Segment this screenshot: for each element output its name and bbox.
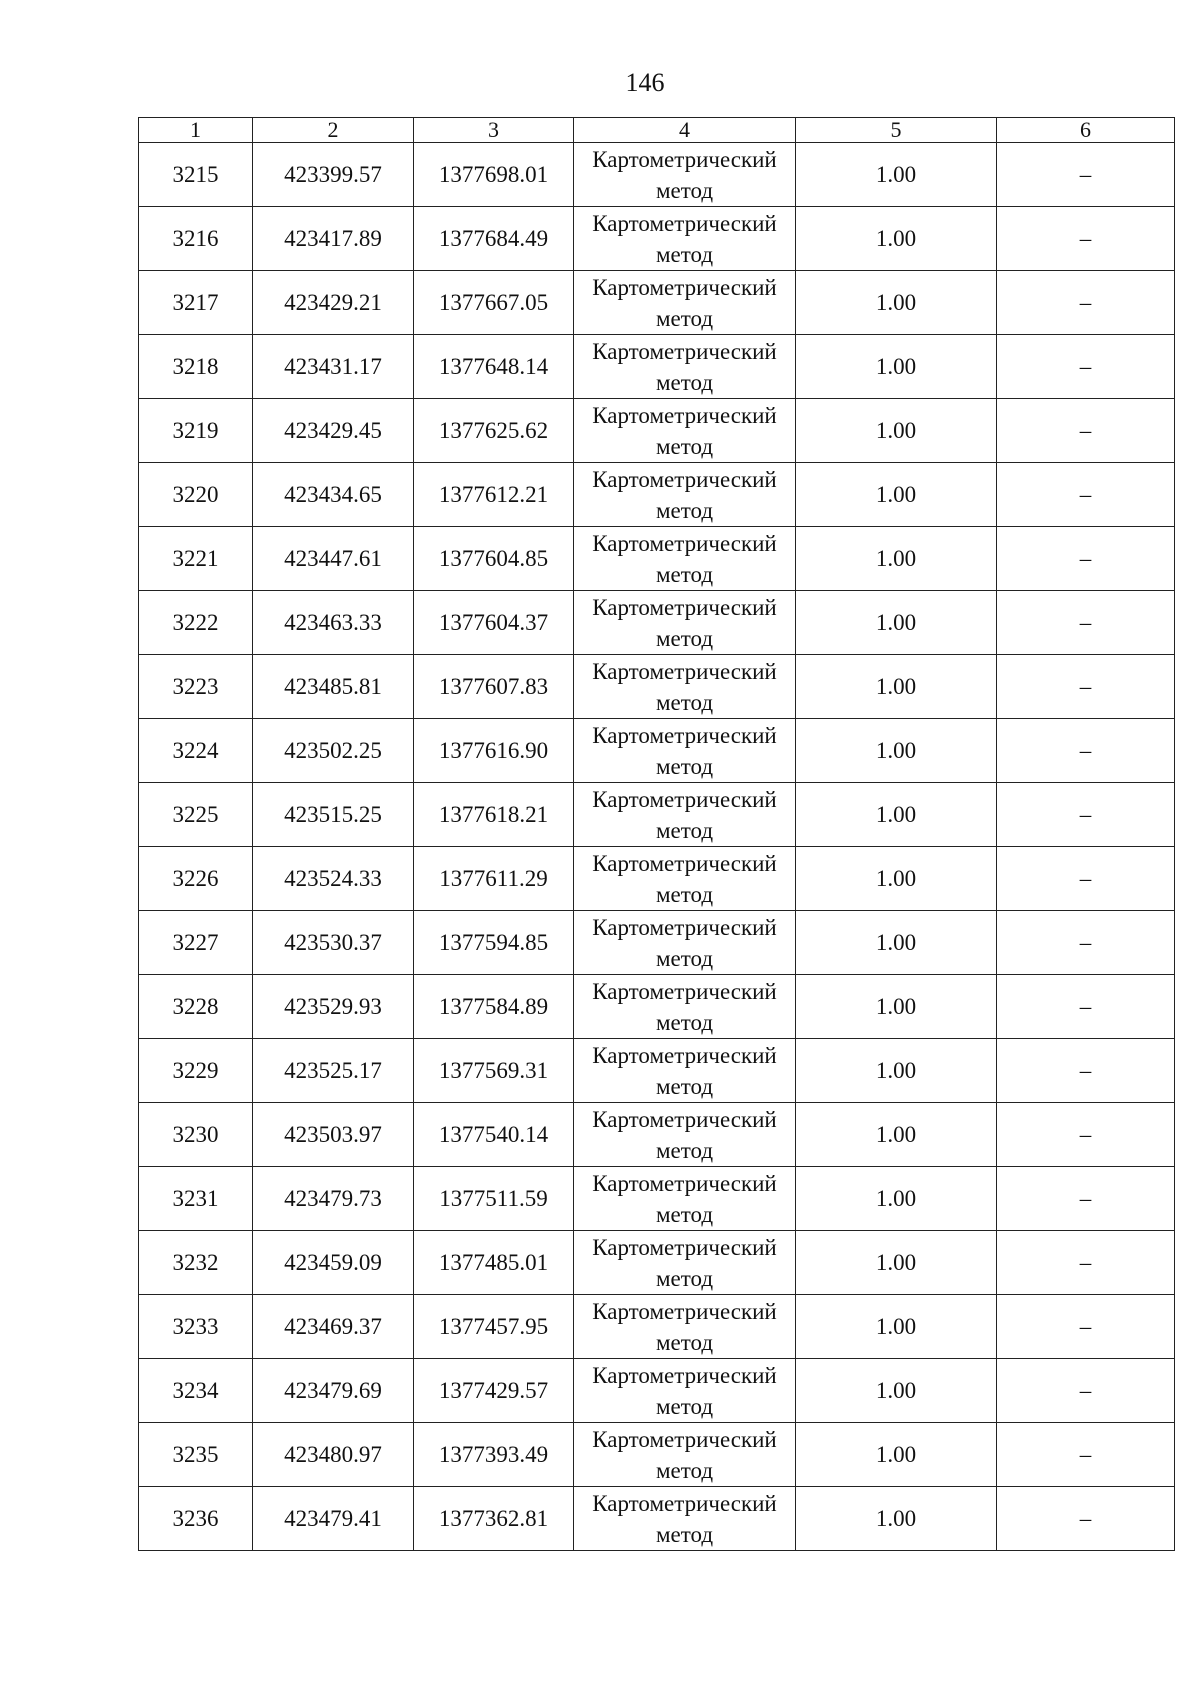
header-row (139, 118, 1175, 143)
method-cell (574, 911, 796, 975)
accuracy-cell: 1.00 (796, 655, 997, 719)
method-text-line1: Картометрический (592, 1234, 777, 1260)
accuracy-cell: 1.00 (796, 463, 997, 527)
x-coordinate-cell: 423515.25 (253, 783, 414, 847)
table-row (139, 1103, 1175, 1167)
method-text-line1: Картометрический (592, 1042, 777, 1068)
point-number-cell: 3224 (139, 719, 253, 783)
method-text-line2: метод (655, 241, 714, 267)
x-coordinate-cell: 423525.17 (253, 1039, 414, 1103)
method-cell (574, 1295, 796, 1359)
method-text-line2: метод (655, 1009, 714, 1035)
method-cell (574, 335, 796, 399)
method-cell (574, 1167, 796, 1231)
method-text-line2: метод (655, 881, 714, 907)
method-text-line1: Картометрический (592, 1170, 777, 1196)
point-number-cell: 3228 (139, 975, 253, 1039)
column-header-3: 3 (414, 118, 574, 143)
method-cell (574, 207, 796, 271)
x-coordinate-cell: 423463.33 (253, 591, 414, 655)
table-row (139, 591, 1175, 655)
point-number-cell: 3227 (139, 911, 253, 975)
note-cell: – (997, 591, 1175, 655)
accuracy-cell: 1.00 (796, 335, 997, 399)
method-text-line2: метод (655, 1073, 714, 1099)
note-cell: – (997, 1423, 1175, 1487)
point-number-cell: 3218 (139, 335, 253, 399)
table-row (139, 847, 1175, 911)
accuracy-cell: 1.00 (796, 399, 997, 463)
method-text-line1: Картометрический (592, 914, 777, 940)
x-coordinate-cell: 423417.89 (253, 207, 414, 271)
x-coordinate-cell: 423459.09 (253, 1231, 414, 1295)
method-text-line1: Картометрический (592, 722, 777, 748)
note-cell: – (997, 847, 1175, 911)
point-number-cell: 3221 (139, 527, 253, 591)
method-cell (574, 1231, 796, 1295)
point-number-cell: 3222 (139, 591, 253, 655)
method-text-line2: метод (655, 561, 714, 587)
y-coordinate-cell: 1377584.89 (414, 975, 574, 1039)
x-coordinate-cell: 423431.17 (253, 335, 414, 399)
point-number-cell: 3226 (139, 847, 253, 911)
method-cell (574, 463, 796, 527)
note-cell: – (997, 1167, 1175, 1231)
table-row (139, 207, 1175, 271)
y-coordinate-cell: 1377569.31 (414, 1039, 574, 1103)
method-text-line1: Картометрический (592, 274, 777, 300)
note-cell: – (997, 783, 1175, 847)
y-coordinate-cell: 1377362.81 (414, 1487, 574, 1551)
y-coordinate-cell: 1377648.14 (414, 335, 574, 399)
column-header-1: 1 (139, 118, 253, 143)
method-text-line1: Картометрический (592, 1490, 777, 1516)
point-number-cell: 3217 (139, 271, 253, 335)
y-coordinate-cell: 1377429.57 (414, 1359, 574, 1423)
note-cell: – (997, 143, 1175, 207)
method-text-line1: Картометрический (592, 850, 777, 876)
method-text-line2: метод (655, 625, 714, 651)
table-row (139, 335, 1175, 399)
point-number-cell: 3220 (139, 463, 253, 527)
x-coordinate-cell: 423480.97 (253, 1423, 414, 1487)
y-coordinate-cell: 1377457.95 (414, 1295, 574, 1359)
y-coordinate-cell: 1377611.29 (414, 847, 574, 911)
x-coordinate-cell: 423529.93 (253, 975, 414, 1039)
x-coordinate-cell: 423524.33 (253, 847, 414, 911)
point-number-cell: 3219 (139, 399, 253, 463)
table-row (139, 1039, 1175, 1103)
method-text-line1: Картометрический (592, 530, 777, 556)
accuracy-cell: 1.00 (796, 591, 997, 655)
column-header-6: 6 (997, 118, 1175, 143)
method-cell (574, 399, 796, 463)
accuracy-cell: 1.00 (796, 207, 997, 271)
table-row (139, 975, 1175, 1039)
x-coordinate-cell: 423502.25 (253, 719, 414, 783)
accuracy-cell: 1.00 (796, 271, 997, 335)
point-number-cell: 3229 (139, 1039, 253, 1103)
method-text-line2: метод (655, 817, 714, 843)
method-text-line1: Картометрический (592, 338, 777, 364)
method-text-line1: Картометрический (592, 210, 777, 236)
note-cell: – (997, 1039, 1175, 1103)
x-coordinate-cell: 423429.45 (253, 399, 414, 463)
table-row (139, 1487, 1175, 1551)
y-coordinate-cell: 1377540.14 (414, 1103, 574, 1167)
method-text-line1: Картометрический (592, 1106, 777, 1132)
method-text-line2: метод (655, 305, 714, 331)
method-cell (574, 1487, 796, 1551)
method-text-line2: метод (655, 1329, 714, 1355)
method-text-line2: метод (655, 1265, 714, 1291)
method-cell (574, 783, 796, 847)
y-coordinate-cell: 1377625.62 (414, 399, 574, 463)
point-number-cell: 3234 (139, 1359, 253, 1423)
method-cell (574, 1359, 796, 1423)
point-number-cell: 3223 (139, 655, 253, 719)
y-coordinate-cell: 1377485.01 (414, 1231, 574, 1295)
y-coordinate-cell: 1377511.59 (414, 1167, 574, 1231)
note-cell: – (997, 527, 1175, 591)
method-text-line1: Картометрический (592, 1298, 777, 1324)
point-number-cell: 3215 (139, 143, 253, 207)
method-text-line2: метод (655, 369, 714, 395)
method-cell (574, 527, 796, 591)
table-row (139, 1295, 1175, 1359)
point-number-cell: 3230 (139, 1103, 253, 1167)
method-text-line1: Картометрический (592, 1362, 777, 1388)
y-coordinate-cell: 1377393.49 (414, 1423, 574, 1487)
accuracy-cell: 1.00 (796, 1231, 997, 1295)
table-row (139, 655, 1175, 719)
table-row (139, 783, 1175, 847)
note-cell: – (997, 1295, 1175, 1359)
method-cell (574, 591, 796, 655)
y-coordinate-cell: 1377684.49 (414, 207, 574, 271)
y-coordinate-cell: 1377618.21 (414, 783, 574, 847)
method-text-line1: Картометрический (592, 146, 777, 172)
y-coordinate-cell: 1377612.21 (414, 463, 574, 527)
table-row (139, 527, 1175, 591)
column-header-5: 5 (796, 118, 997, 143)
method-text-line2: метод (655, 1457, 714, 1483)
accuracy-cell: 1.00 (796, 1487, 997, 1551)
method-text-line1: Картометрический (592, 658, 777, 684)
method-cell (574, 143, 796, 207)
note-cell: – (997, 975, 1175, 1039)
accuracy-cell: 1.00 (796, 527, 997, 591)
note-cell: – (997, 719, 1175, 783)
method-text-line2: метод (655, 497, 714, 523)
accuracy-cell: 1.00 (796, 1359, 997, 1423)
method-text-line2: метод (655, 1521, 714, 1547)
y-coordinate-cell: 1377607.83 (414, 655, 574, 719)
point-number-cell: 3236 (139, 1487, 253, 1551)
table-header (139, 118, 1175, 143)
column-header-2: 2 (253, 118, 414, 143)
note-cell: – (997, 207, 1175, 271)
x-coordinate-cell: 423530.37 (253, 911, 414, 975)
accuracy-cell: 1.00 (796, 911, 997, 975)
accuracy-cell: 1.00 (796, 847, 997, 911)
note-cell: – (997, 1103, 1175, 1167)
accuracy-cell: 1.00 (796, 1167, 997, 1231)
accuracy-cell: 1.00 (796, 1423, 997, 1487)
method-cell (574, 975, 796, 1039)
table-row (139, 271, 1175, 335)
x-coordinate-cell: 423469.37 (253, 1295, 414, 1359)
method-text-line1: Картометрический (592, 402, 777, 428)
method-cell (574, 719, 796, 783)
method-cell (574, 847, 796, 911)
table-body (139, 143, 1175, 1551)
y-coordinate-cell: 1377667.05 (414, 271, 574, 335)
note-cell: – (997, 399, 1175, 463)
y-coordinate-cell: 1377604.37 (414, 591, 574, 655)
accuracy-cell: 1.00 (796, 975, 997, 1039)
x-coordinate-cell: 423503.97 (253, 1103, 414, 1167)
note-cell: – (997, 335, 1175, 399)
accuracy-cell: 1.00 (796, 143, 997, 207)
method-cell (574, 1103, 796, 1167)
method-text-line1: Картометрический (592, 466, 777, 492)
method-cell (574, 271, 796, 335)
method-text-line2: метод (655, 753, 714, 779)
note-cell: – (997, 1487, 1175, 1551)
point-number-cell: 3235 (139, 1423, 253, 1487)
method-cell (574, 1039, 796, 1103)
table-row (139, 1231, 1175, 1295)
point-number-cell: 3231 (139, 1167, 253, 1231)
table-row (139, 1359, 1175, 1423)
method-cell (574, 1423, 796, 1487)
point-number-cell: 3225 (139, 783, 253, 847)
method-text-line1: Картометрический (592, 786, 777, 812)
method-text-line1: Картометрический (592, 594, 777, 620)
table-row (139, 911, 1175, 975)
table-row (139, 1423, 1175, 1487)
y-coordinate-cell: 1377594.85 (414, 911, 574, 975)
accuracy-cell: 1.00 (796, 1295, 997, 1359)
method-text-line2: метод (655, 1137, 714, 1163)
method-text-line1: Картометрический (592, 1426, 777, 1452)
note-cell: – (997, 1231, 1175, 1295)
x-coordinate-cell: 423479.41 (253, 1487, 414, 1551)
page-number: 146 (625, 68, 665, 97)
x-coordinate-cell: 423399.57 (253, 143, 414, 207)
point-number-cell: 3232 (139, 1231, 253, 1295)
method-text-line2: метод (655, 689, 714, 715)
method-text-line2: метод (655, 433, 714, 459)
accuracy-cell: 1.00 (796, 1103, 997, 1167)
table-row (139, 719, 1175, 783)
y-coordinate-cell: 1377616.90 (414, 719, 574, 783)
x-coordinate-cell: 423434.65 (253, 463, 414, 527)
point-number-cell: 3233 (139, 1295, 253, 1359)
accuracy-cell: 1.00 (796, 719, 997, 783)
method-text-line2: метод (655, 1393, 714, 1419)
point-number-cell: 3216 (139, 207, 253, 271)
method-cell (574, 655, 796, 719)
y-coordinate-cell: 1377698.01 (414, 143, 574, 207)
coordinates-table (138, 117, 1175, 1551)
accuracy-cell: 1.00 (796, 783, 997, 847)
table-row (139, 143, 1175, 207)
x-coordinate-cell: 423479.73 (253, 1167, 414, 1231)
column-header-4: 4 (574, 118, 796, 143)
table-row (139, 463, 1175, 527)
method-text-line1: Картометрический (592, 978, 777, 1004)
method-text-line2: метод (655, 177, 714, 203)
note-cell: – (997, 1359, 1175, 1423)
table-row (139, 399, 1175, 463)
x-coordinate-cell: 423479.69 (253, 1359, 414, 1423)
note-cell: – (997, 655, 1175, 719)
note-cell: – (997, 271, 1175, 335)
x-coordinate-cell: 423485.81 (253, 655, 414, 719)
method-text-line2: метод (655, 1201, 714, 1227)
x-coordinate-cell: 423429.21 (253, 271, 414, 335)
method-text-line2: метод (655, 945, 714, 971)
y-coordinate-cell: 1377604.85 (414, 527, 574, 591)
table-row (139, 1167, 1175, 1231)
note-cell: – (997, 911, 1175, 975)
accuracy-cell: 1.00 (796, 1039, 997, 1103)
x-coordinate-cell: 423447.61 (253, 527, 414, 591)
note-cell: – (997, 463, 1175, 527)
